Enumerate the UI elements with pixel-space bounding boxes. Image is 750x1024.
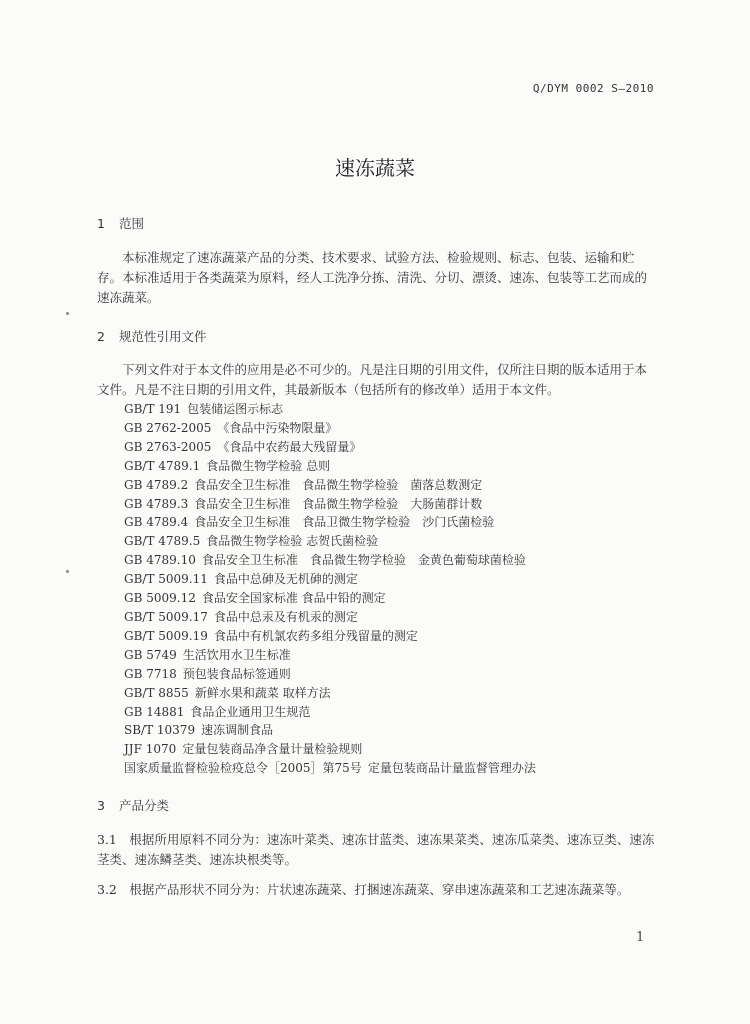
reference-item <box>124 627 536 646</box>
clause-number: 3.2 <box>97 882 117 897</box>
reference-code: GB 4789.4 <box>124 515 189 530</box>
scope-paragraph-2: 本标准适用于各类蔬菜为原料，经人工洗净分拣、清洗、分切、漂烫、速冻、包装等工艺而成的速冻蔬菜。 <box>97 270 648 305</box>
page-number: 1 <box>636 930 645 945</box>
reference-item <box>124 532 536 551</box>
reference-title: 食品中总汞及有机汞的测定 <box>213 609 358 624</box>
reference-code: GB/T 5009.17 <box>124 609 208 624</box>
reference-item <box>124 495 536 514</box>
scan-dot <box>66 312 69 315</box>
reference-title: 食品企业通用卫生规范 <box>190 704 311 719</box>
reference-title: 定量包装商品计量监督管理办法 <box>367 761 536 776</box>
reference-item <box>124 646 536 665</box>
reference-code: SB/T 10379 <box>124 723 196 738</box>
reference-title: 《食品中污染物限量》 <box>217 420 338 435</box>
reference-code: 国家质量监督检验检疫总令［2005］第75号 <box>124 761 362 776</box>
reference-title: 生活饮用水卫生标准 <box>182 647 291 662</box>
reference-code: GB 2762-2005 <box>124 420 212 435</box>
reference-title: 食品安全卫生标准 食品卫微生物学检验 沙门氏菌检验 <box>194 515 495 530</box>
reference-code: GB 7718 <box>124 666 177 681</box>
reference-code: GB 5749 <box>124 647 177 662</box>
reference-code: GB 5009.12 <box>124 591 196 606</box>
section-title: 产品分类 <box>119 798 170 813</box>
reference-code: GB 4789.2 <box>124 477 189 492</box>
reference-item <box>124 570 536 589</box>
refs-intro-paragraph: 下列文件对于本文件的应用是必不可少的。凡是注日期的引用文件，仅所注日期的版本适用于本文件。凡是不注日期的引用文件，其最新版本（包括所有的修改单）适用于本文件。 <box>97 362 648 397</box>
clause-number: 3.1 <box>97 832 117 847</box>
reference-title: 定量包装商品净含量计量检验规则 <box>182 742 363 757</box>
section-title: 规范性引用文件 <box>119 329 207 344</box>
reference-code: GB/T 4789.5 <box>124 534 201 549</box>
section-heading-scope <box>97 214 144 232</box>
reference-item <box>124 476 536 495</box>
reference-code: GB 14881 <box>124 704 185 719</box>
reference-code: GB/T 4789.1 <box>124 458 201 473</box>
reference-code: GB 4789.10 <box>124 553 196 568</box>
reference-item <box>124 513 536 532</box>
reference-item <box>124 457 536 476</box>
reference-item <box>124 721 536 740</box>
section-number: 3 <box>97 798 105 813</box>
reference-item <box>124 665 536 684</box>
reference-item <box>124 438 536 457</box>
reference-code: GB/T 5009.19 <box>124 628 208 643</box>
reference-item <box>124 759 536 778</box>
reference-title: 食品安全国家标准 食品中铅的测定 <box>201 591 386 606</box>
reference-item <box>124 589 536 608</box>
clause-text: 根据所用原料不同分为：速冻叶菜类、速冻甘蓝类、速冻果菜类、速冻瓜菜类、速冻豆类、速冻茎类、速冻鳞茎类、速冻块根类等。 <box>97 832 655 867</box>
section-heading-classification <box>97 796 169 814</box>
reference-title: 食品安全卫生标准 食品微生物学检验 菌落总数测定 <box>194 477 483 492</box>
reference-title: 《食品中农药最大残留量》 <box>217 439 362 454</box>
reference-item <box>124 740 536 759</box>
section-number: 1 <box>97 216 105 231</box>
reference-code: GB/T 191 <box>124 402 182 416</box>
scope-paragraph-1: 本标准规定了速冻蔬菜产品的分类、技术要求、试验方法、检验规则、标志、包装、运输和贮存。 <box>97 250 635 285</box>
reference-item <box>124 551 536 570</box>
reference-code: GB/T 8855 <box>124 685 189 700</box>
classification-3-2 <box>97 880 657 900</box>
reference-title: 食品中有机氯农药多组分残留量的测定 <box>213 628 418 643</box>
document-code: Q/DYM 0002 S—2010 <box>532 82 654 95</box>
reference-code: GB/T 5009.11 <box>124 572 208 587</box>
reference-item <box>124 608 536 627</box>
reference-code: JJF 1070 <box>124 742 177 757</box>
reference-title: 速冻调制食品 <box>201 723 274 738</box>
scan-dot <box>66 570 69 573</box>
section-heading-refs <box>97 327 207 345</box>
document-title: 速冻蔬菜 <box>335 156 415 180</box>
reference-item <box>124 419 536 438</box>
reference-title: 食品中总砷及无机砷的测定 <box>213 572 358 587</box>
reference-title: 食品微生物学检验 总则 <box>206 458 331 473</box>
clause-text: 根据产品形状不同分为：片状速冻蔬菜、打捆速冻蔬菜、穿串速冻蔬菜和工艺速冻蔬菜等。 <box>129 882 630 897</box>
section-number: 2 <box>97 329 105 344</box>
reference-title: 新鲜水果和蔬菜 取样方法 <box>194 685 331 700</box>
reference-item <box>124 703 536 722</box>
reference-item <box>124 684 536 703</box>
reference-item <box>124 400 536 419</box>
reference-code: GB 4789.3 <box>124 496 189 511</box>
reference-title: 预包装食品标签通则 <box>182 666 291 681</box>
reference-code: GB 2763-2005 <box>124 439 212 454</box>
reference-title: 食品微生物学检验 志贺氏菌检验 <box>206 534 379 549</box>
section-title: 范围 <box>119 216 145 231</box>
reference-title: 包装储运图示标志 <box>187 402 284 416</box>
classification-3-1 <box>97 830 657 870</box>
reference-list <box>124 400 536 778</box>
reference-title: 食品安全卫生标准 食品微生物学检验 金黄色葡萄球菌检验 <box>201 553 526 568</box>
reference-title: 食品安全卫生标准 食品微生物学检验 大肠菌群计数 <box>194 496 483 511</box>
